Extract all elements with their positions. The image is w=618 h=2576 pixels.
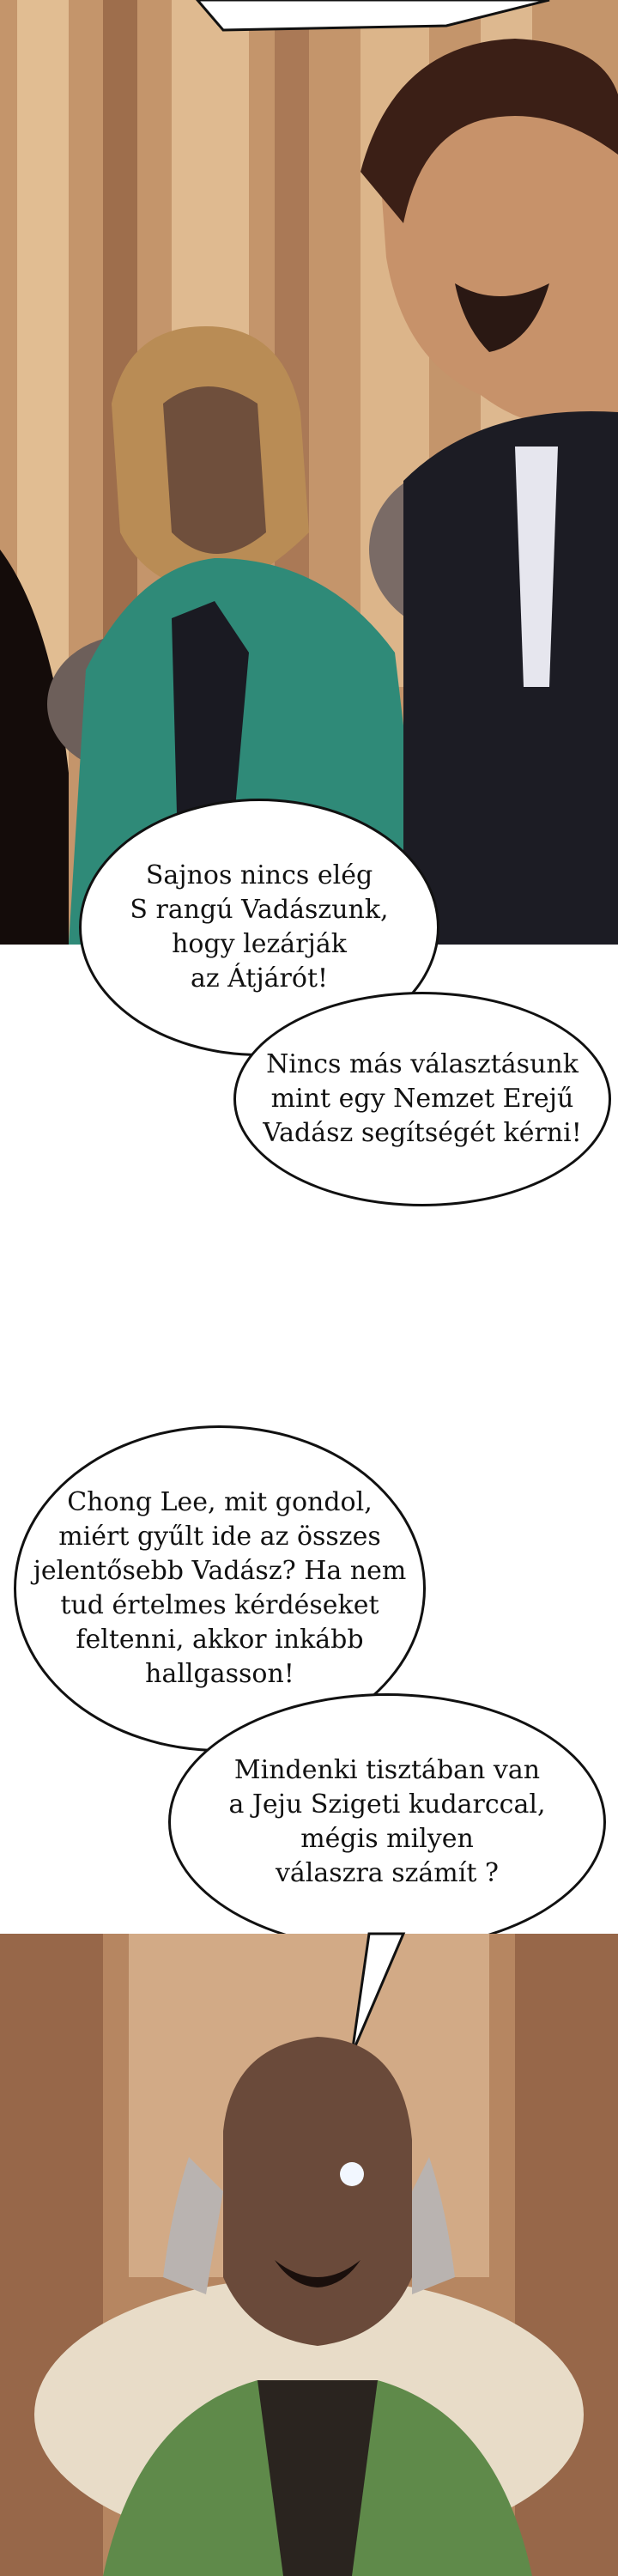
speech-bubble-4 — [168, 1693, 606, 1951]
speech-bubble-2 — [233, 992, 611, 1206]
speech-text-1: Sajnos nincs elég S rangú Vadászunk, hogy lezárják az Átjárót! — [130, 860, 389, 993]
comic-panel-top — [0, 0, 618, 993]
speech-text-4: Mindenki tisztában van a Jeju Szigeti kudarccal, mégis milyen válaszra számít ? — [228, 1755, 546, 1888]
speech-text-2: Nincs más választásunk mint egy Nemzet Erejű Vadász segítségét kérni! — [263, 1049, 582, 1148]
speech-text-3: Chong Lee, mit gondol, miért gyűlt ide az összes jelentősebb Vadász? Ha nem tud értelmes kérdéseket feltenni, akkor inkább hallgasson! — [33, 1487, 407, 1689]
panel-bottom-art — [0, 1934, 618, 2576]
comic-panel-bottom — [0, 1934, 618, 2576]
